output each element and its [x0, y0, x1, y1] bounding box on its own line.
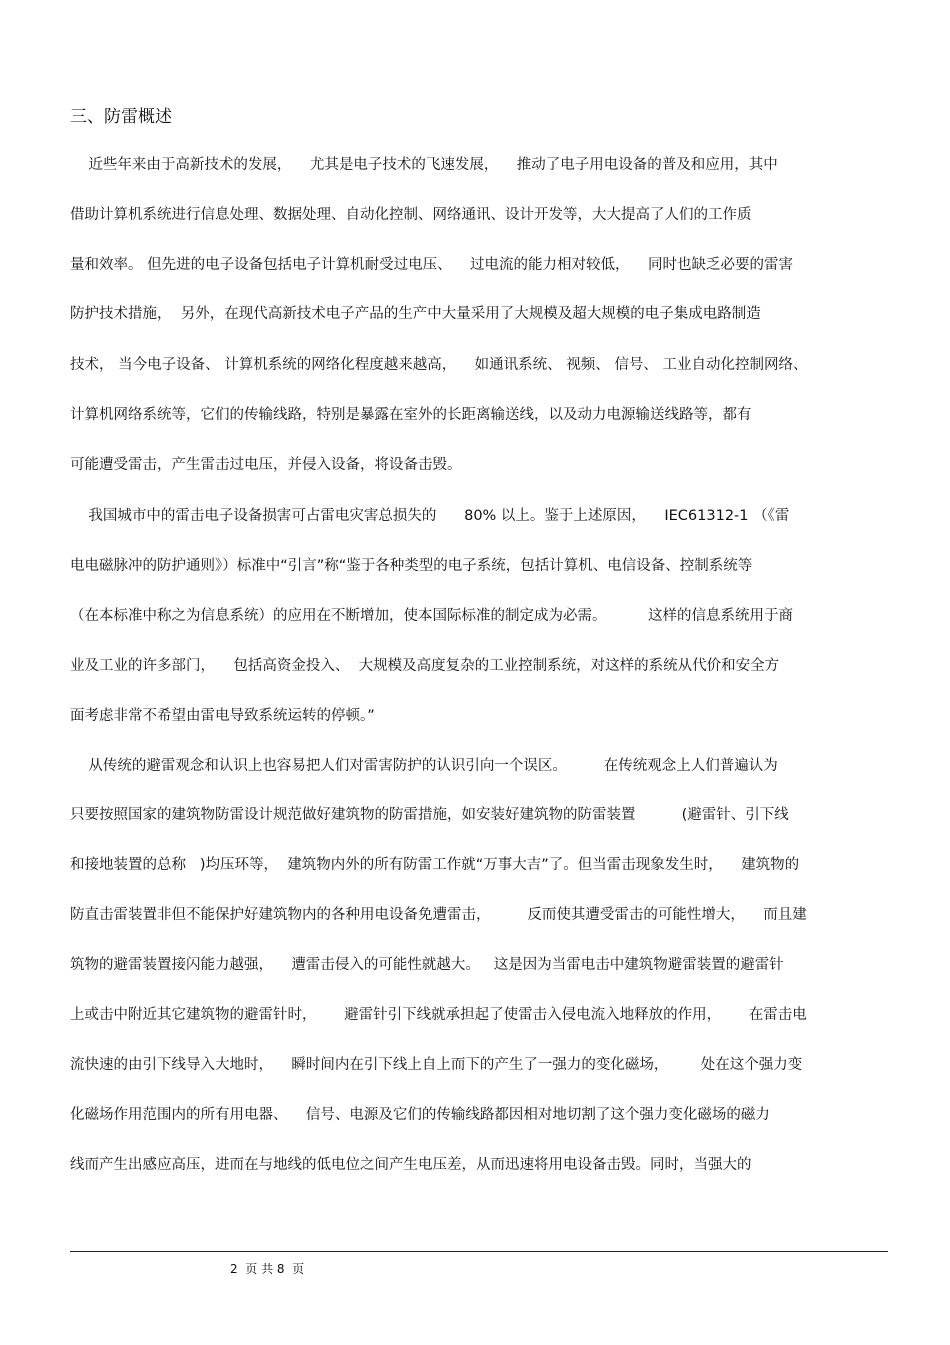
body-line: 流快速的由引下线导入大地时， 瞬时间内在引下线上自上而下的产生了一强力的变化磁场， 处在这个强力变 [70, 1057, 803, 1073]
body-line: 防护技术措施， 另外，在现代高新技术电子产品的生产中大量采用了大规模及超大规模的电子集成电路制造 [70, 306, 761, 322]
body-line: 从传统的避雷观念和认识上也容易把人们对雷害防护的认识引向一个误区。 在传统观念上人们普遍认为 [70, 758, 778, 774]
body-line: 我国城市中的雷击电子设备损害可占雷电灾害总损失的 80% 以上。鉴于上述原因， IEC61312-1 （《雷 [70, 508, 790, 524]
body-line: 筑物的避雷装置接闪能力越强， 遭雷击侵入的可能性就越大。 这是因为当雷电击中建筑物避雷装置的避雷针 [70, 957, 784, 973]
page-number: 2 页 共 8 页 [230, 1262, 305, 1276]
body-line: 借助计算机系统进行信息处理、数据处理、自动化控制、网络通讯、设计开发等，大大提高了人们的工作质 [70, 207, 752, 223]
body-line: 防直击雷装置非但不能保护好建筑物内的各种用电设备免遭雷击， 反而使其遭受雷击的可能性增大， 而且建 [70, 907, 807, 923]
body-line: 业及工业的许多部门， 包括高资金投入、 大规模及高度复杂的工业控制系统，对这样的系统从代价和安全方 [70, 658, 780, 674]
body-line: 近些年来由于高新技术的发展， 尤其是电子技术的飞速发展， 推动了电子用电设备的普及和应用，其中 [70, 157, 778, 173]
body-line: 线而产生出感应高压，进而在与地线的低电位之间产生电压差，从而迅速将用电设备击毁。同时，当强大的 [70, 1157, 752, 1173]
body-line: 电电磁脉冲的防护通则》）标准中“引言”称“鉴于各种类型的电子系统，包括计算机、电信设备、控制系统等 [70, 558, 753, 574]
body-line: 量和效率。 但先进的电子设备包括电子计算机耐受过电压、 过电流的能力相对较低， 同时也缺乏必要的雷害 [70, 257, 793, 273]
body-line: 化磁场作用范围内的所有用电器、 信号、电源及它们的传输线路都因相对地切割了这个强力变化磁场的磁力 [70, 1107, 770, 1123]
body-line: 可能遭受雷击，产生雷击过电压，并侵入设备，将设备击毁。 [70, 457, 462, 473]
body-line: 面考虑非常不希望由雷电导致系统运转的停顿。” [70, 708, 375, 724]
footer-divider [70, 1251, 888, 1252]
body-line: 计算机网络系统等，它们的传输线路，特别是暴露在室外的长距离输送线，以及动力电源输送线路等，都有 [70, 407, 752, 423]
body-line: 和接地装置的总称 )均压环等， 建筑物内外的所有防雷工作就“万事大吉”了。但当雷击现象发生时， 建筑物的 [70, 857, 800, 873]
section-heading: 三、防雷概述 [70, 107, 172, 127]
body-line: 技术， 当今电子设备、 计算机系统的网络化程度越来越高， 如通讯系统、 视频、 信号、 工业自动化控制网络、 [70, 357, 808, 373]
body-line: （在本标准中称之为信息系统）的应用在不断增加，使本国际标准的制定成为必需。 这样的信息系统用于商 [70, 608, 793, 624]
body-line: 上或击中附近其它建筑物的避雷针时， 避雷针引下线就承担起了使雷击入侵电流入地释放的作用， 在雷击电 [70, 1007, 807, 1023]
body-line: 只要按照国家的建筑物防雷设计规范做好建筑物的防雷措施，如安装好建筑物的防雷装置 (避雷针、引下线 [70, 807, 789, 823]
